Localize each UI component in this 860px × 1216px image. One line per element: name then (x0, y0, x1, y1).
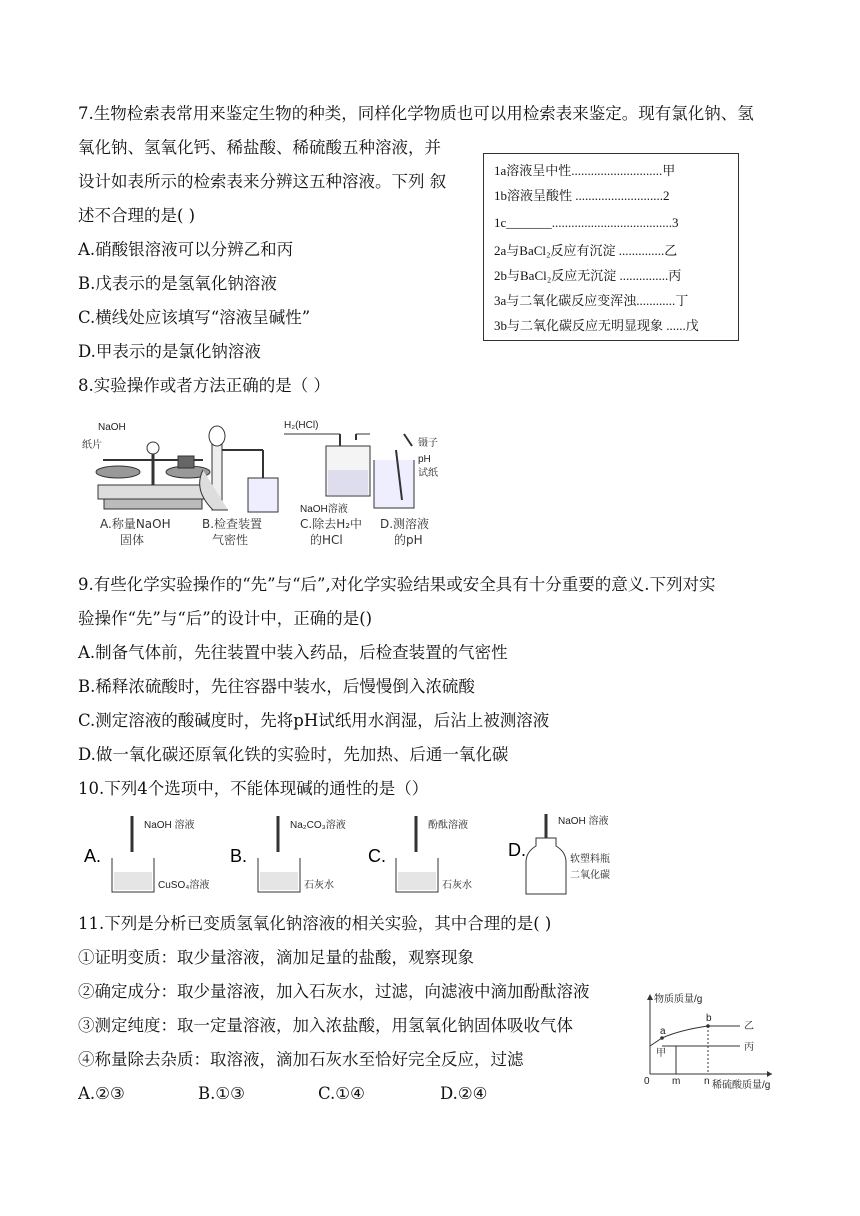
phenolphthalein-label: 酚酞溶液 (428, 820, 468, 831)
identification-key-table (483, 153, 739, 341)
q9-line-1: 9.有些化学实验操作的“先”与“后”,对化学实验结果或安全具有十分重要的意义.下列对实 (78, 575, 716, 594)
caption-a-line2: 固体 (120, 533, 145, 547)
q7-option-a: A.硝酸银溶液可以分辨乙和丙 (78, 240, 294, 259)
q11-statement-3: ③测定纯度：取一定量溶液，加入浓盐酸，用氢氧化钠固体吸收气体 (78, 1016, 573, 1035)
test-paper-label: 试纸 (418, 468, 438, 479)
q7-line-3: 设计如表所示的检索表来分辨这五种溶液。下列 叙 (78, 172, 447, 191)
q9-line-2: 验操作“先”与“后”的设计中，正确的是() (78, 609, 373, 628)
q11-option-a: A.②③ (78, 1084, 125, 1103)
option-a-figure (84, 816, 209, 892)
q7-option-b: B.戊表示的是氢氧化钠溶液 (78, 274, 277, 293)
q8-stem: 8.实验操作或者方法正确的是（ ） (78, 376, 330, 395)
q7-line-2: 氧化钠、氢氧化钙、稀盐酸、稀硫酸五种溶液，并 (78, 138, 441, 157)
y-axis-label: 物质质量/g (654, 994, 703, 1005)
option-d-figure (508, 814, 610, 894)
q8-apparatus-figure (78, 410, 458, 556)
key-row-2a: 2a与BaCl₂反应有沉淀 ..............乙 (494, 243, 678, 258)
q10-stem: 10.下列4个选项中，不能体现碱的通性的是（） (78, 779, 429, 798)
q9-option-b: B.稀释浓硫酸时，先往容器中装水，后慢慢倒入浓硫酸 (78, 677, 475, 696)
caption-b-line2: 气密性 (212, 533, 249, 547)
q9-option-a: A.制备气体前，先往装置中装入药品，后检查装置的气密性 (78, 643, 508, 662)
curve-jia-label: 甲 (656, 1048, 666, 1059)
n-tick-label: n (704, 1076, 710, 1087)
q10-apparatus-figure (80, 812, 620, 900)
q7-line-4: 述不合理的是( ) (78, 206, 196, 225)
point-b-label: b (706, 1013, 712, 1024)
co2-label: 二氧化碳 (570, 870, 610, 881)
limewater-label-b: 石灰水 (304, 880, 334, 891)
key-row-1c: 1c_______.....................................3 (494, 215, 679, 230)
paper-label: 纸片 (82, 440, 102, 451)
na2co3-label: Na₂CO₃溶液 (290, 820, 346, 831)
q11-statement-4: ④称量除去杂质：取溶液，滴加石灰水至恰好完全反应，过滤 (78, 1050, 524, 1069)
key-row-3a: 3a与二氧化碳反应变浑浊............丁 (494, 293, 689, 308)
key-row-1b: 1b溶液呈酸性 ...........................2 (494, 188, 670, 203)
q11-mass-graph (640, 990, 780, 1090)
key-row-2b: 2b与BaCl₂反应无沉淀 ...............丙 (494, 268, 682, 283)
q11-stem: 11.下列是分析已变质氢氧化钠溶液的相关实验，其中合理的是( ) (78, 914, 552, 933)
soft-plastic-bottle-label: 软塑料瓶 (570, 854, 610, 865)
key-row-1a: 1a溶液呈中性............................甲 (494, 163, 676, 178)
option-c-letter: C. (368, 846, 386, 866)
q9-option-c: C.测定溶液的酸碱度时，先将pH试纸用水润湿，后沾上被测溶液 (78, 711, 550, 730)
caption-c-line1: C.除去H₂中 (300, 517, 363, 531)
q9-option-d: D.做一氧化碳还原氧化铁的实验时，先加热、后通一氧化碳 (78, 745, 509, 764)
q11-option-b: B.①③ (198, 1084, 245, 1103)
option-b-figure (230, 816, 346, 892)
option-b-letter: B. (230, 846, 248, 866)
caption-a-line1: A.称量NaOH (100, 517, 171, 531)
option-d-letter: D. (508, 840, 526, 860)
caption-b-line1: B.检查装置 (202, 517, 263, 531)
naoh-label: NaOH (98, 422, 126, 433)
caption-d-line2: 的pH (394, 533, 423, 547)
point-a-label: a (660, 1026, 666, 1037)
origin-label: 0 (644, 1076, 650, 1087)
airtightness-illustration (200, 426, 278, 547)
ph-measurement-illustration (374, 434, 438, 547)
q7-option-d: D.甲表示的是氯化钠溶液 (78, 342, 261, 361)
q11-statement-1: ①证明变质：取少量溶液，滴加足量的盐酸，观察现象 (78, 948, 474, 967)
curve-bing-label: 丙 (744, 1042, 754, 1053)
caption-d-line1: D.测溶液 (380, 517, 430, 531)
option-a-letter: A. (84, 846, 102, 866)
gas-washing-bottle (284, 420, 370, 547)
option-c-figure (368, 816, 472, 892)
limewater-label-c: 石灰水 (442, 880, 472, 891)
curve-yi-label: 乙 (744, 1021, 754, 1032)
m-tick-label: m (672, 1076, 681, 1087)
caption-c-line2: 的HCl (310, 533, 343, 547)
h2-hcl-label: H₂(HCl) (284, 420, 319, 431)
cuso4-label: CuSO₄溶液 (158, 880, 210, 891)
q11-option-c: C.①④ (318, 1084, 365, 1103)
naoh-dropper-label: NaOH 溶液 (144, 820, 195, 831)
tweezers-label: 镊子 (418, 438, 438, 449)
naoh-solution-label: NaOH溶液 (300, 504, 348, 515)
ph-label: pH (418, 454, 431, 465)
q7-option-c: C.横线处应该填写“溶液呈碱性” (78, 308, 311, 327)
q11-option-d: D.②④ (440, 1084, 488, 1103)
key-row-3b: 3b与二氧化碳反应无明显现象 ......戊 (494, 318, 699, 333)
q11-statement-2: ②确定成分：取少量溶液，加入石灰水，过滤，向滤液中滴加酚酞溶液 (78, 982, 590, 1001)
q7-line-1: 7.生物检索表常用来鉴定生物的种类，同样化学物质也可以用检索表来鉴定。现有氯化钠、氢 (78, 104, 754, 123)
x-axis-label: 稀硫酸质量/g (712, 1080, 771, 1090)
balance-illustration (82, 422, 210, 547)
naoh-dropper-label-d: NaOH 溶液 (558, 816, 609, 827)
